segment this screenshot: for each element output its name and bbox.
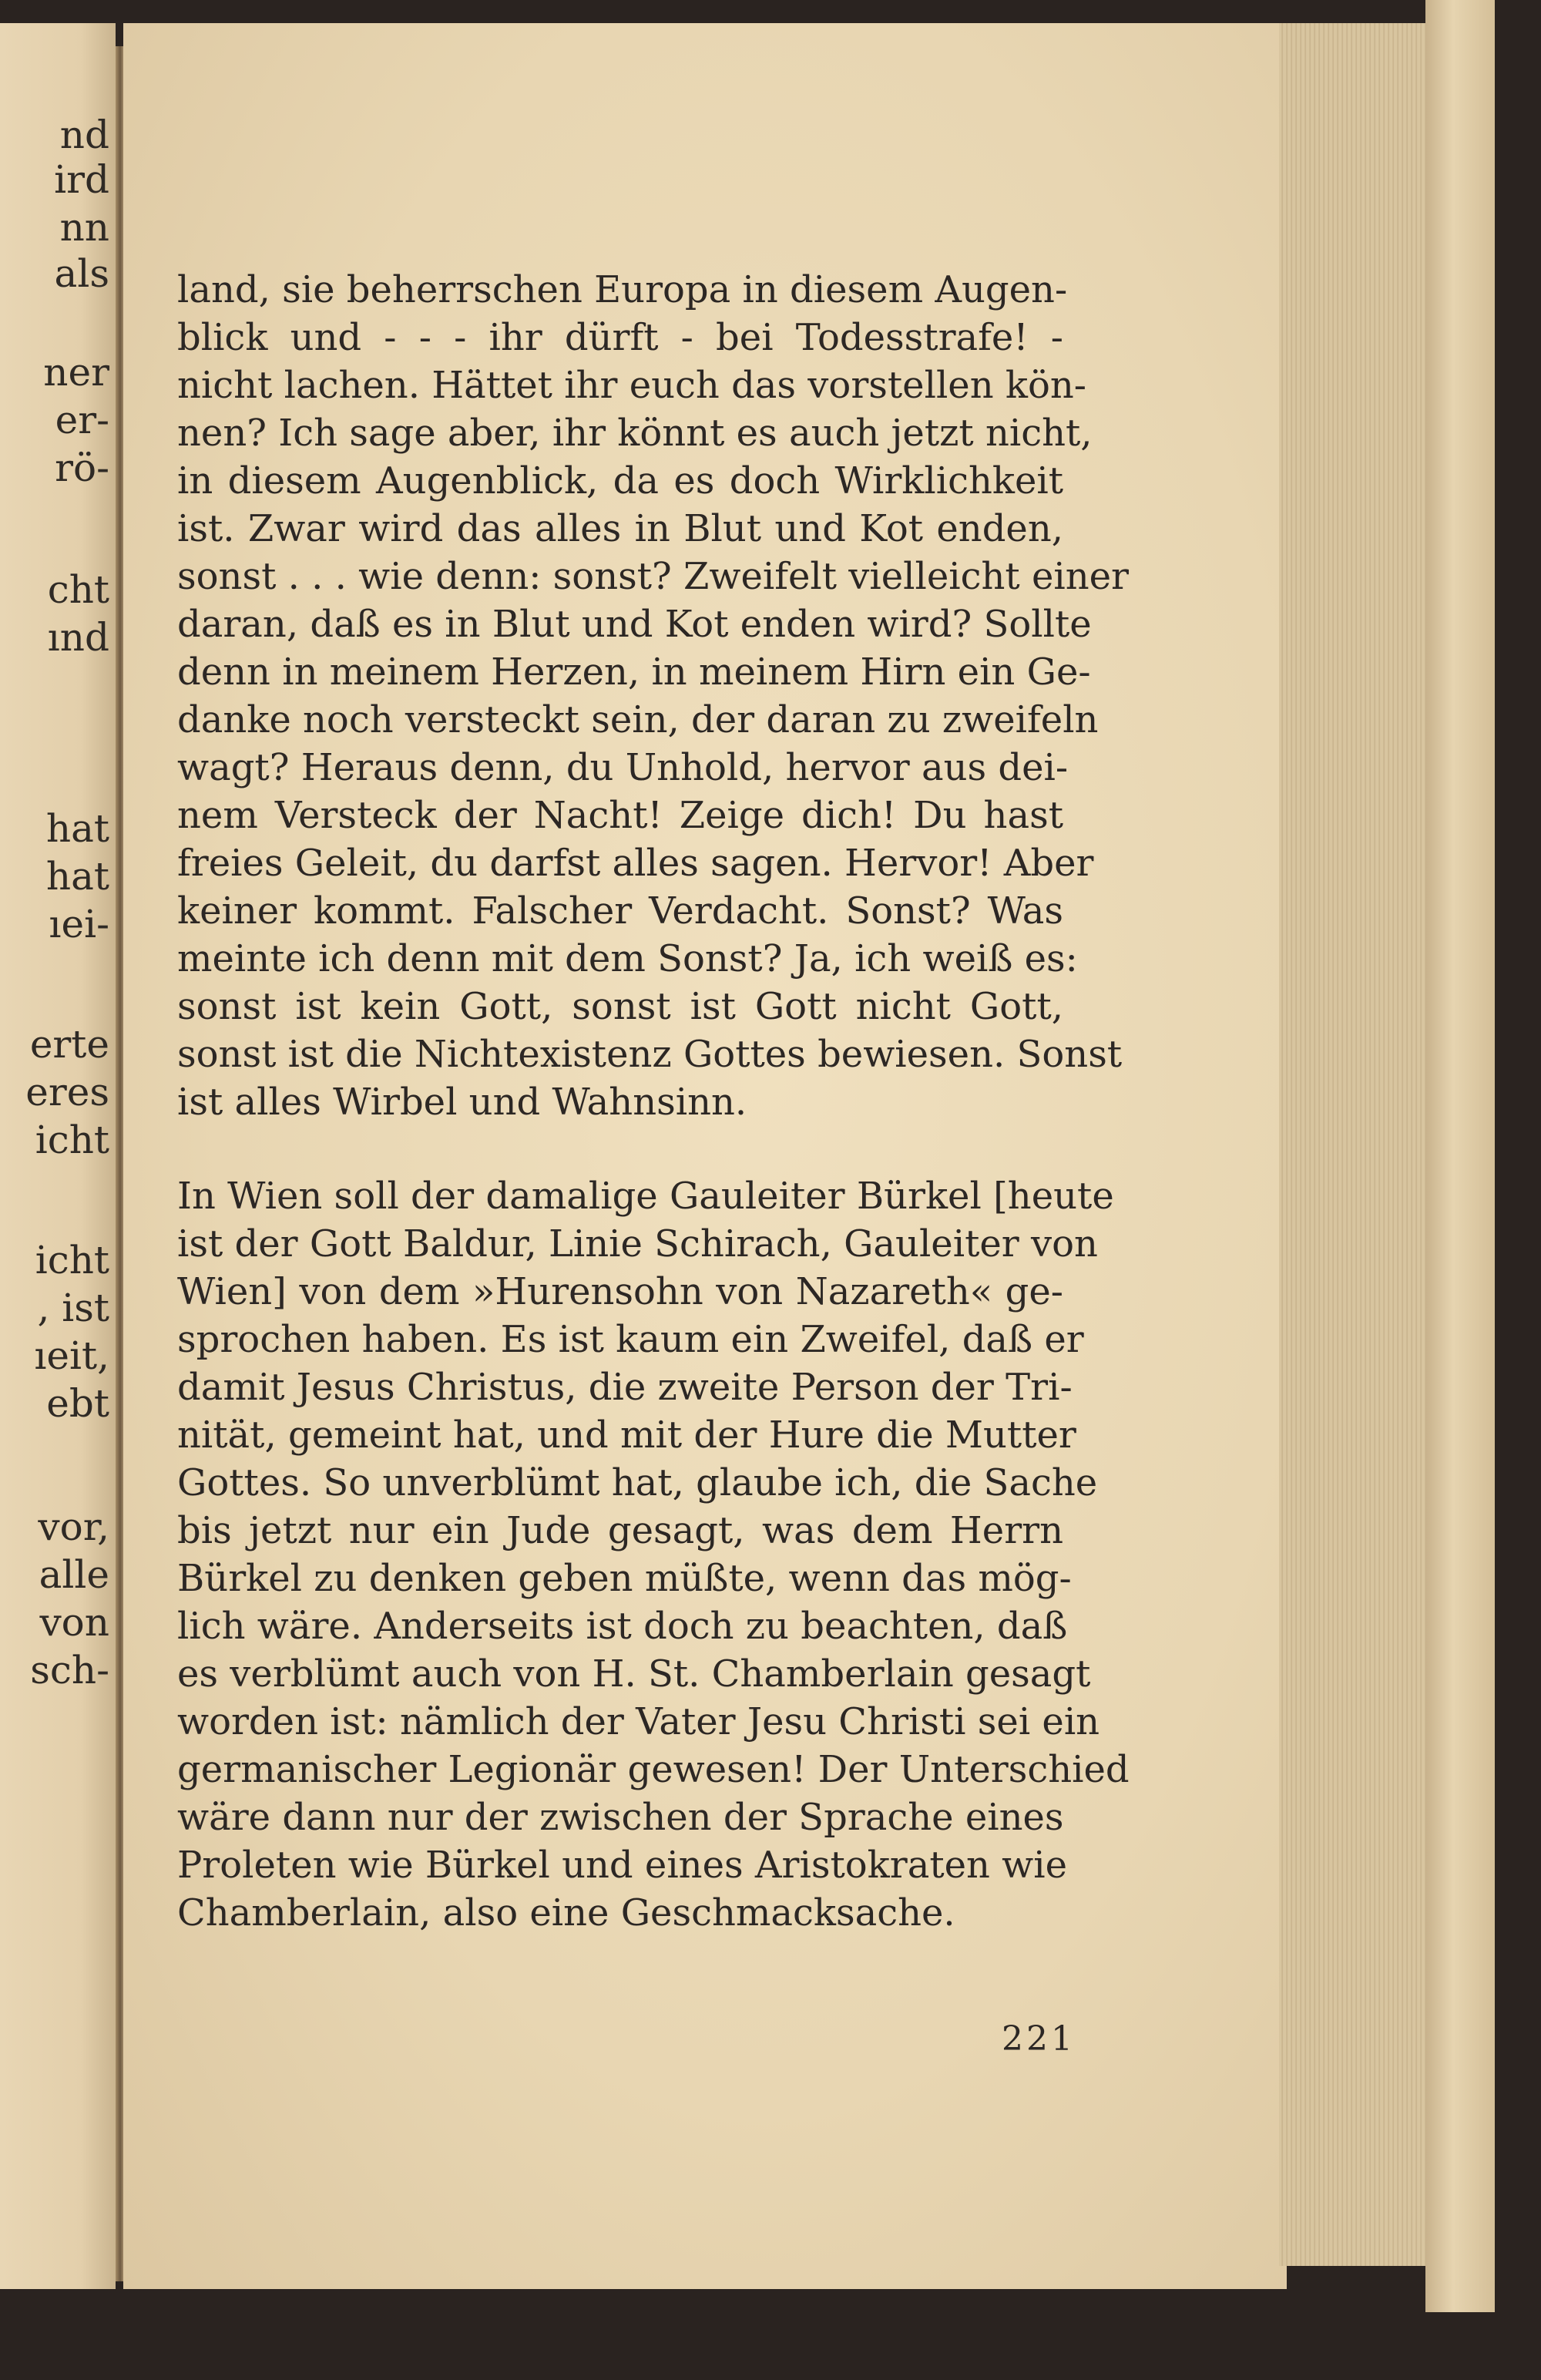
text-line: keiner kommt. Falscher Verdacht. Sonst? Was: [177, 889, 1063, 933]
text-line: in diesem Augenblick, da es doch Wirklichkeit: [177, 459, 1063, 503]
left-fragment: er-: [55, 398, 109, 442]
text-line: germanischer Legionär gewesen! Der Unterschied: [177, 1748, 1130, 1791]
left-fragment: ıei-: [49, 902, 109, 946]
left-fragment: rö-: [55, 445, 109, 490]
text-line: danke noch versteckt sein, der daran zu zweifeln: [177, 698, 1099, 741]
left-fragment: icht: [35, 1118, 109, 1162]
text-line: sonst . . . wie denn: sonst? Zweifelt vielleicht einer: [177, 555, 1129, 598]
text-line: freies Geleit, du darfst alles sagen. Hervor! Aber: [177, 842, 1094, 885]
left-fragment: ınd: [47, 615, 109, 660]
text-line: denn in meinem Herzen, in meinem Hirn ein Ge-: [177, 650, 1091, 694]
left-fragment: cht: [47, 567, 109, 612]
left-fragment: ner: [43, 350, 109, 395]
left-fragment: sch-: [30, 1648, 109, 1693]
text-line: ist der Gott Baldur, Linie Schirach, Gauleiter von: [177, 1222, 1098, 1266]
left-fragment: eres: [25, 1070, 109, 1114]
left-fragment: nd: [59, 113, 109, 157]
left-fragment: alle: [39, 1552, 109, 1597]
text-line: sonst ist die Nichtexistenz Gottes bewiesen. Sonst: [177, 1033, 1123, 1076]
text-line: nem Versteck der Nacht! Zeige dich! Du hast: [177, 794, 1063, 837]
text-line: ist alles Wirbel und Wahnsinn.: [177, 1081, 747, 1124]
text-line: sonst ist kein Gott, sonst ist Gott nicht Gott,: [177, 985, 1063, 1028]
left-fragment: nn: [59, 205, 109, 250]
left-fragment: vor,: [38, 1504, 109, 1549]
text-line: land, sie beherrschen Europa in diesem Augen-: [177, 268, 1068, 311]
text-line: es verblümt auch von H. St. Chamberlain gesagt: [177, 1652, 1091, 1696]
left-fragment: als: [54, 251, 109, 296]
page-text: [177, 266, 1130, 1937]
left-fragment: ıeit,: [34, 1333, 109, 1378]
text-line: worden ist: nämlich der Vater Jesu Christi sei ein: [177, 1700, 1100, 1743]
text-line: bis jetzt nur ein Jude gesagt, was dem Herrn: [177, 1509, 1063, 1552]
page-number: 221: [1002, 2019, 1076, 2059]
text-line: Chamberlain, also eine Geschmacksache.: [177, 1891, 955, 1935]
text-line: lich wäre. Anderseits ist doch zu beachten, daß: [177, 1605, 1068, 1648]
left-fragment: erte: [29, 1022, 109, 1067]
text-line: sprochen haben. Es ist kaum ein Zweifel, daß er: [177, 1318, 1084, 1361]
left-fragment: ird: [54, 157, 109, 202]
paragraph-gap: [177, 1126, 1063, 1172]
text-line: Bürkel zu denken geben müßte, wenn das mög-: [177, 1557, 1072, 1600]
left-fragment: hat: [45, 806, 109, 851]
page-edges: [1279, 23, 1425, 2266]
text-line: wagt? Heraus denn, du Unhold, hervor aus dei-: [177, 746, 1069, 789]
left-page-edge: [0, 23, 116, 2289]
text-line: Proleten wie Bürkel und eines Aristokraten wie: [177, 1844, 1068, 1887]
text-line: wäre dann nur der zwischen der Sprache eines: [177, 1796, 1064, 1839]
text-line: Gottes. So unverblümt hat, glaube ich, die Sache: [177, 1461, 1098, 1504]
text-line: nicht lachen. Hättet ihr euch das vorstellen kön-: [177, 364, 1086, 407]
text-line: meinte ich denn mit dem Sonst? Ja, ich weiß es:: [177, 937, 1078, 980]
text-line: nität, gemeint hat, und mit der Hure die Mutter: [177, 1414, 1076, 1457]
left-fragment: icht: [35, 1238, 109, 1282]
text-line: In Wien soll der damalige Gauleiter Bürkel [heute: [177, 1175, 1114, 1218]
left-fragment: von: [39, 1600, 109, 1645]
text-line: daran, daß es in Blut und Kot enden wird? Sollte: [177, 603, 1092, 646]
text-line: blick und - - - ihr dürft - bei Todesstrafe! -: [177, 316, 1063, 359]
left-fragment: ebt: [46, 1381, 109, 1426]
cover-edge: [1425, 0, 1495, 2312]
left-fragment: , ist: [37, 1286, 109, 1330]
left-fragment: hat: [45, 854, 109, 899]
text-line: damit Jesus Christus, die zweite Person der Tri-: [177, 1366, 1073, 1409]
text-line: nen? Ich sage aber, ihr könnt es auch jetzt nicht,: [177, 412, 1093, 455]
text-line: ist. Zwar wird das alles in Blut und Kot enden,: [177, 507, 1063, 550]
text-line: Wien] von dem »Hurensohn von Nazareth« ge-: [177, 1270, 1063, 1313]
